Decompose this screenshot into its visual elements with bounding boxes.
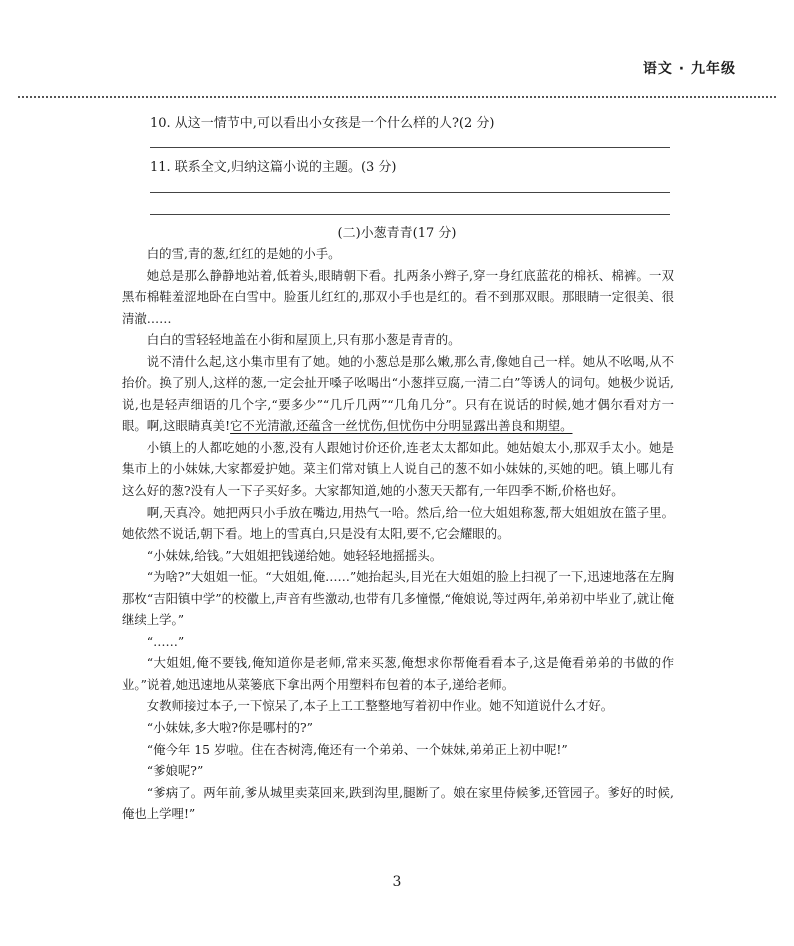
paragraph: “为啥?”大姐姐一怔。“大姐姐,俺……”她抬起头,目光在大姐姐的脸上扫视了一下,迅速地落在左胸那枚“吉阳镇中学”的校徽上,声音有些激动,也带有几多憧憬,“俺娘说,等过两年,弟弟初中毕业了,就让俺继续上学。” [122,569,674,628]
paragraph: 小镇上的人都吃她的小葱,没有人跟她讨价还价,连老太太都如此。她姑娘太小,那双手太小。她是集市上的小妹妹,大家都爱护她。菜主们常对镇上人说自己的葱不如小妹妹的,买她的吧。镇上哪儿有这么好的葱?没有人一下子买好多。大家都知道,她的小葱天天都有,一年四季不断,价格也好。 [122,439,674,499]
paragraph: “……” [146,633,185,649]
paragraph: “大姐姐,俺不要钱,俺知道你是老师,常来买葱,俺想求你帮俺看看本子,这是俺看弟弟的书做的作业。”说着,她迅速地从菜篓底下拿出两个用塑料布包着的本子,递给老师。 [122,655,674,692]
paragraph: 女教师接过本子,一下惊呆了,本子上工工整整地写着初中作业。她不知道说什么才好。 [146,698,614,714]
section-title: (二)小葱青青(17 分) [337,226,457,241]
paragraph: 白的雪,青的葱,红红的是她的小手。 [146,246,341,261]
question-11: 11. 联系全文,归纳这篇小说的主题。(3 分) [150,160,397,175]
paragraph: “小妹妹,多大啦?你是哪村的?” [146,720,313,736]
paragraph: 白白的雪轻轻地盖在小街和屋顶上,只有那小葱是青青的。 [146,332,461,348]
paragraph [122,351,674,437]
header-divider [18,96,776,98]
paragraph-text: 说不清什么起,这小集市里有了她。她的小葱总是那么嫩,那么青,像她自己一样。她从不吆喝,从不抬价。换了别人,这样的葱,一定会扯开嗓子吆喝出“小葱拌豆腐,一清二白”等诱人的词句。她极少说话,说,也是轻声细语的几个字,“要多少”“几斤几两”“几角几分”。只有在说话的时候,她才偶尔看对方一眼。啊,这眼睛真美! [122,353,674,434]
answer-line [150,147,670,148]
header-title: 语文 · 九年级 [642,61,736,77]
paragraph: “小妹妹,给钱。”大姐姐把钱递给她。她轻轻地摇摇头。 [146,547,443,563]
paragraph: 啊,天真冷。她把两只小手放在嘴边,用热气一哈。然后,给一位大姐姐称葱,帮大姐姐放在篮子里。她依然不说话,朝下看。地上的雪真白,只是没有太阳,要不,它会耀眼的。 [122,504,674,542]
underlined-sentence: 它不光清澈,还蕴含一丝忧伤,但忧伤中分明显露出善良和期望。 [230,418,573,434]
paragraph: “俺今年 15 岁啦。住在杏树湾,俺还有一个弟弟、一个妹妹,弟弟正上初中呢!” [146,741,568,757]
paragraph: 她总是那么静静地站着,低着头,眼睛朝下看。扎两条小辫子,穿一身红底蓝花的棉袄、棉裤。一双黑布棉鞋羞涩地卧在白雪中。脸蛋儿红红的,那双小手也是红的。看不到那双眼。那眼睛一定很美、很清澈…… [122,267,674,326]
answer-line [150,192,670,193]
paragraph: “爹病了。两年前,爹从城里卖菜回来,跌到沟里,腿断了。娘在家里侍候爹,还管园子。爹好的时候,俺也上学哩!” [122,784,674,822]
story-body [122,243,674,825]
answer-line [150,214,670,215]
question-10: 10. 从这一情节中,可以看出小女孩是一个什么样的人?(2 分) [150,116,495,131]
paragraph: “爹娘呢?” [146,763,204,779]
page-number: 3 [392,874,402,890]
